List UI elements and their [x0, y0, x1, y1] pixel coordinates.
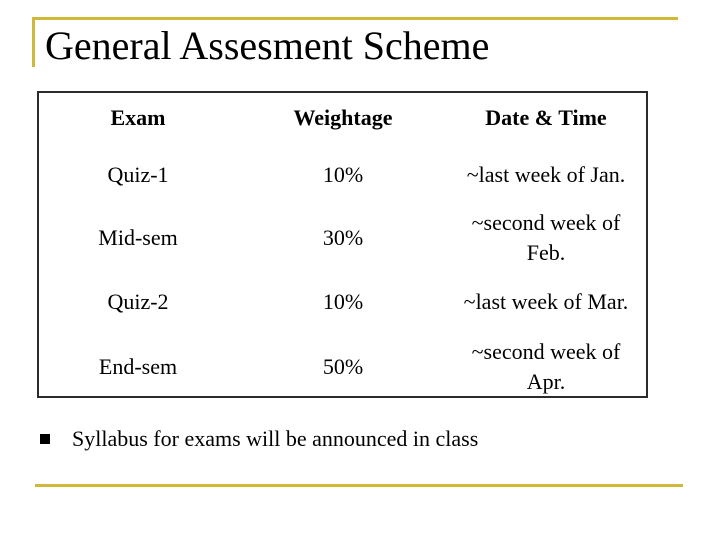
row-1-weightage: 10% [322, 162, 364, 187]
row-4-exam: End-sem [98, 354, 178, 379]
slide-title: General Assesment Scheme [45, 23, 490, 68]
row-2-exam: Mid-sem [98, 225, 178, 250]
row-3-weightage: 10% [322, 289, 364, 314]
header-exam: Exam [110, 105, 166, 130]
row-1-exam: Quiz-1 [107, 162, 169, 187]
left-accent-line [32, 17, 35, 67]
header-date-time: Date & Time [485, 105, 607, 130]
bullet-square-icon [40, 434, 50, 444]
row-2-date: ~second week of Feb. [471, 210, 621, 265]
bottom-accent-line [35, 484, 683, 487]
top-accent-line [32, 17, 678, 20]
row-4-date: ~second week of Apr. [471, 339, 621, 394]
row-4-weightage: 50% [322, 354, 364, 379]
header-weightage: Weightage [293, 105, 393, 130]
row-3-date: ~last week of Mar. [463, 289, 629, 314]
row-1-date: ~last week of Jan. [466, 162, 626, 187]
row-2-weightage: 30% [322, 225, 364, 250]
syllabus-note: Syllabus for exams will be announced in class [72, 426, 479, 451]
row-3-exam: Quiz-2 [107, 289, 169, 314]
